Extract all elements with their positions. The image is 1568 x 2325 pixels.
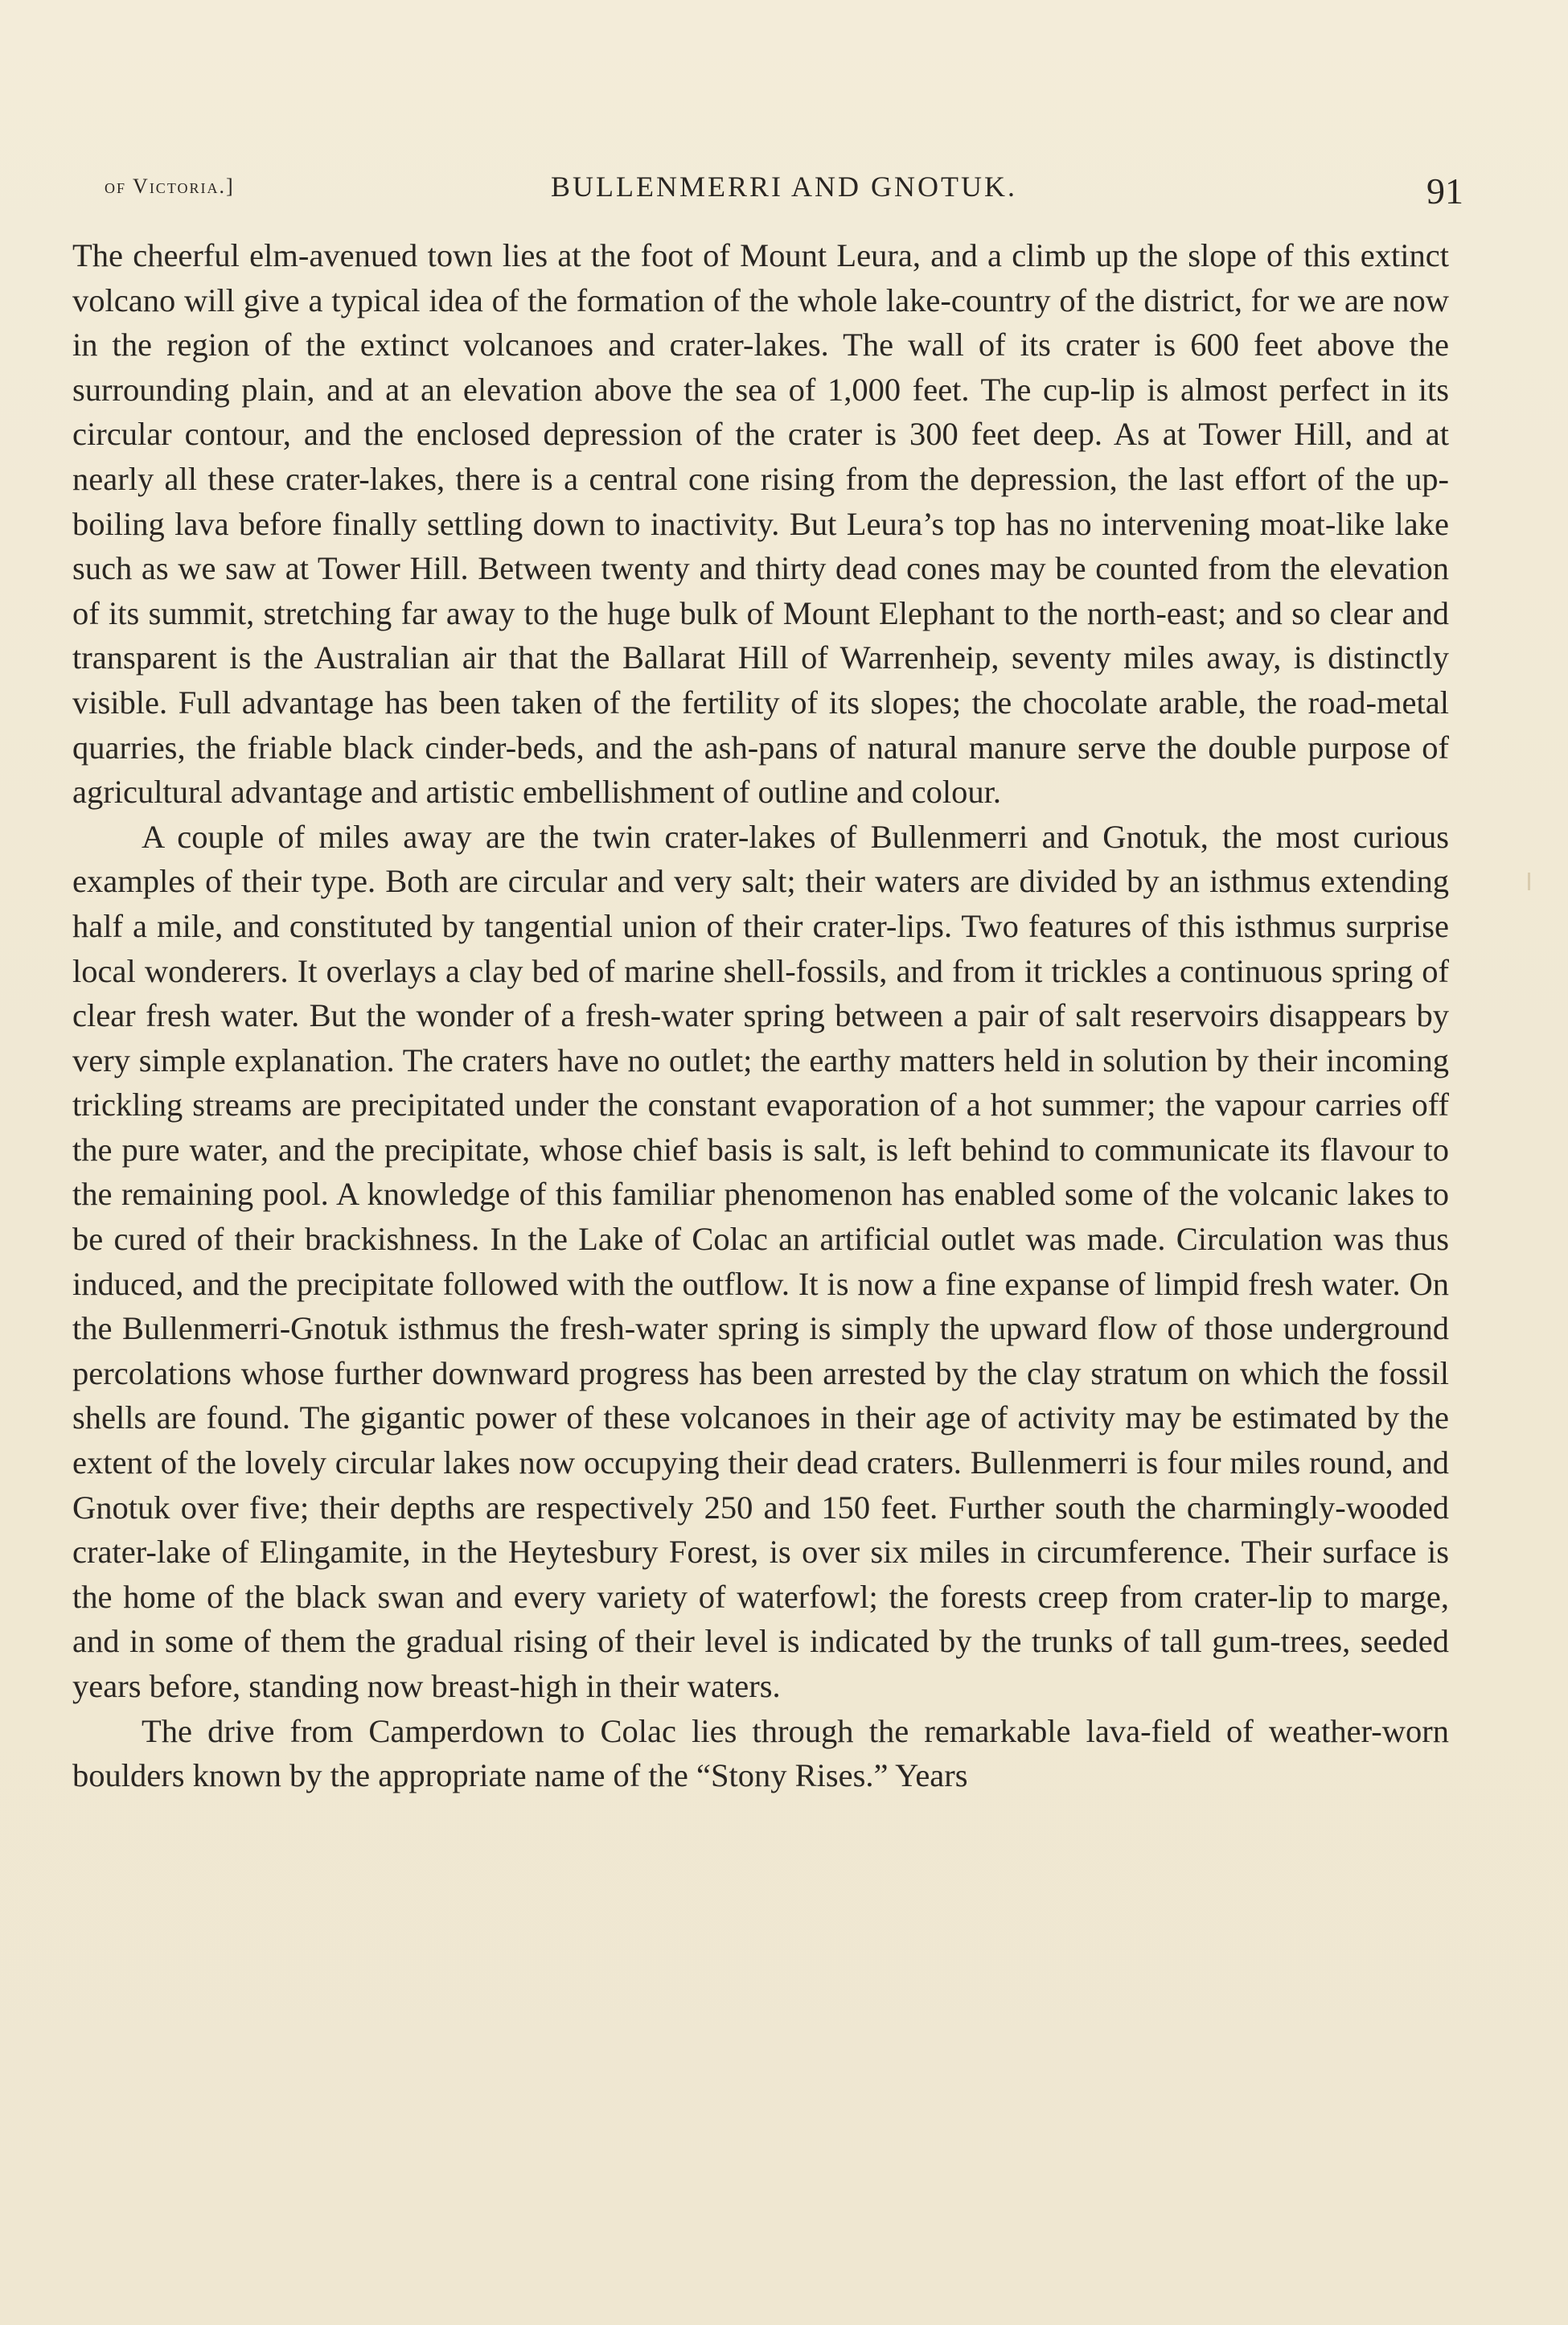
running-head bbox=[105, 165, 1463, 221]
page-number: 91 bbox=[1426, 170, 1463, 212]
paragraph-bullenmerri-gnotuk: A couple of miles away are the twin crater-lakes of Bullenmerri and Gnotuk, the most curious examples of their type. Both are circular and very salt; their waters are divided by an isthmus extending half a mile, and constituted by tangential union of their crater-lips. Two features of this isthmus surprise local wonderers. It overlays a clay bed of marine shell-fossils, and from it trickles a continuous spring of clear fresh water. But the wonder of a fresh-water spring between a pair of salt reservoirs disappears by very simple explanation. The craters have no outlet; the earthy matters held in solution by their incoming trickling streams are precipitated under the constant evaporation of a hot summer; the vapour carries off the pure water, and the precipitate, whose chief basis is salt, is left behind to communicate its flavour to the remaining pool. A knowledge of this familiar phenomenon has enabled some of the volcanic lakes to be cured of their brackishness. In the Lake of Colac an artificial outlet was made. Circulation was thus induced, and the precipitate followed with the outflow. It is now a fine expanse of limpid fresh water. On the Bullenmerri-Gnotuk isthmus the fresh-water spring is simply the upward flow of those underground percolations whose further downward progress has been arrested by the clay stratum on which the fossil shells are found. The gigantic power of these volcanoes in their age of activity may be estimated by the extent of the lovely circular lakes now occupying their dead craters. Bullenmerri is four miles round, and Gnotuk over five; their depths are respectively 250 and 150 feet. Further south the charmingly-wooded crater-lake of Elingamite, in the Heytesbury Forest, is over six miles in circumference. Their surface is the home of the black swan and every variety of waterfowl; the forests creep from crater-lip to marge, and in some of them the gradual rising of their level is indicated by the trunks of tall gum-trees, seeded years before, standing now breast-high in their waters. bbox=[72, 818, 1449, 1704]
body-text bbox=[72, 233, 1449, 1798]
running-head-section: of Victoria.] bbox=[105, 175, 235, 198]
running-head-title: BULLENMERRI AND GNOTUK. bbox=[551, 170, 1017, 203]
paragraph-mount-leura: The cheerful elm-avenued town lies at the foot of Mount Leura, and a climb up the slope of this extinct volcano will give a typical idea of the formation of the whole lake-country of the district, for we are now in the region of the extinct volcanoes and crater-lakes. The wall of its crater is 600 feet above the surrounding plain, and at an elevation above the sea of 1,000 feet. The cup-lip is almost perfect in its circular contour, and the enclosed depression of the crater is 300 feet deep. As at Tower Hill, and at nearly all these crater-lakes, there is a central cone rising from the depression, the last effort of the up-boiling lava before finally settling down to inactivity. But Leura’s top has no intervening moat-like lake such as we saw at Tower Hill. Between twenty and thirty dead cones may be counted from the elevation of its summit, stretching far away to the huge bulk of Mount Elephant to the north-east; and so clear and transparent is the Australian air that the Ballarat Hill of Warrenheip, seventy miles away, is distinctly visible. Full advantage has been taken of the fertility of its slopes; the chocolate arable, the road-metal quarries, the friable black cinder-beds, and the ash-pans of natural manure serve the double purpose of agricultural advantage and artistic embellishment of outline and colour. bbox=[72, 237, 1449, 811]
paper-blemish bbox=[1528, 873, 1530, 890]
paragraph-stony-rises: The drive from Camperdown to Colac lies through the remarkable lava-field of weather-worn boulders known by the appropriate name of the “Stony Rises.” Years bbox=[72, 1712, 1449, 1794]
